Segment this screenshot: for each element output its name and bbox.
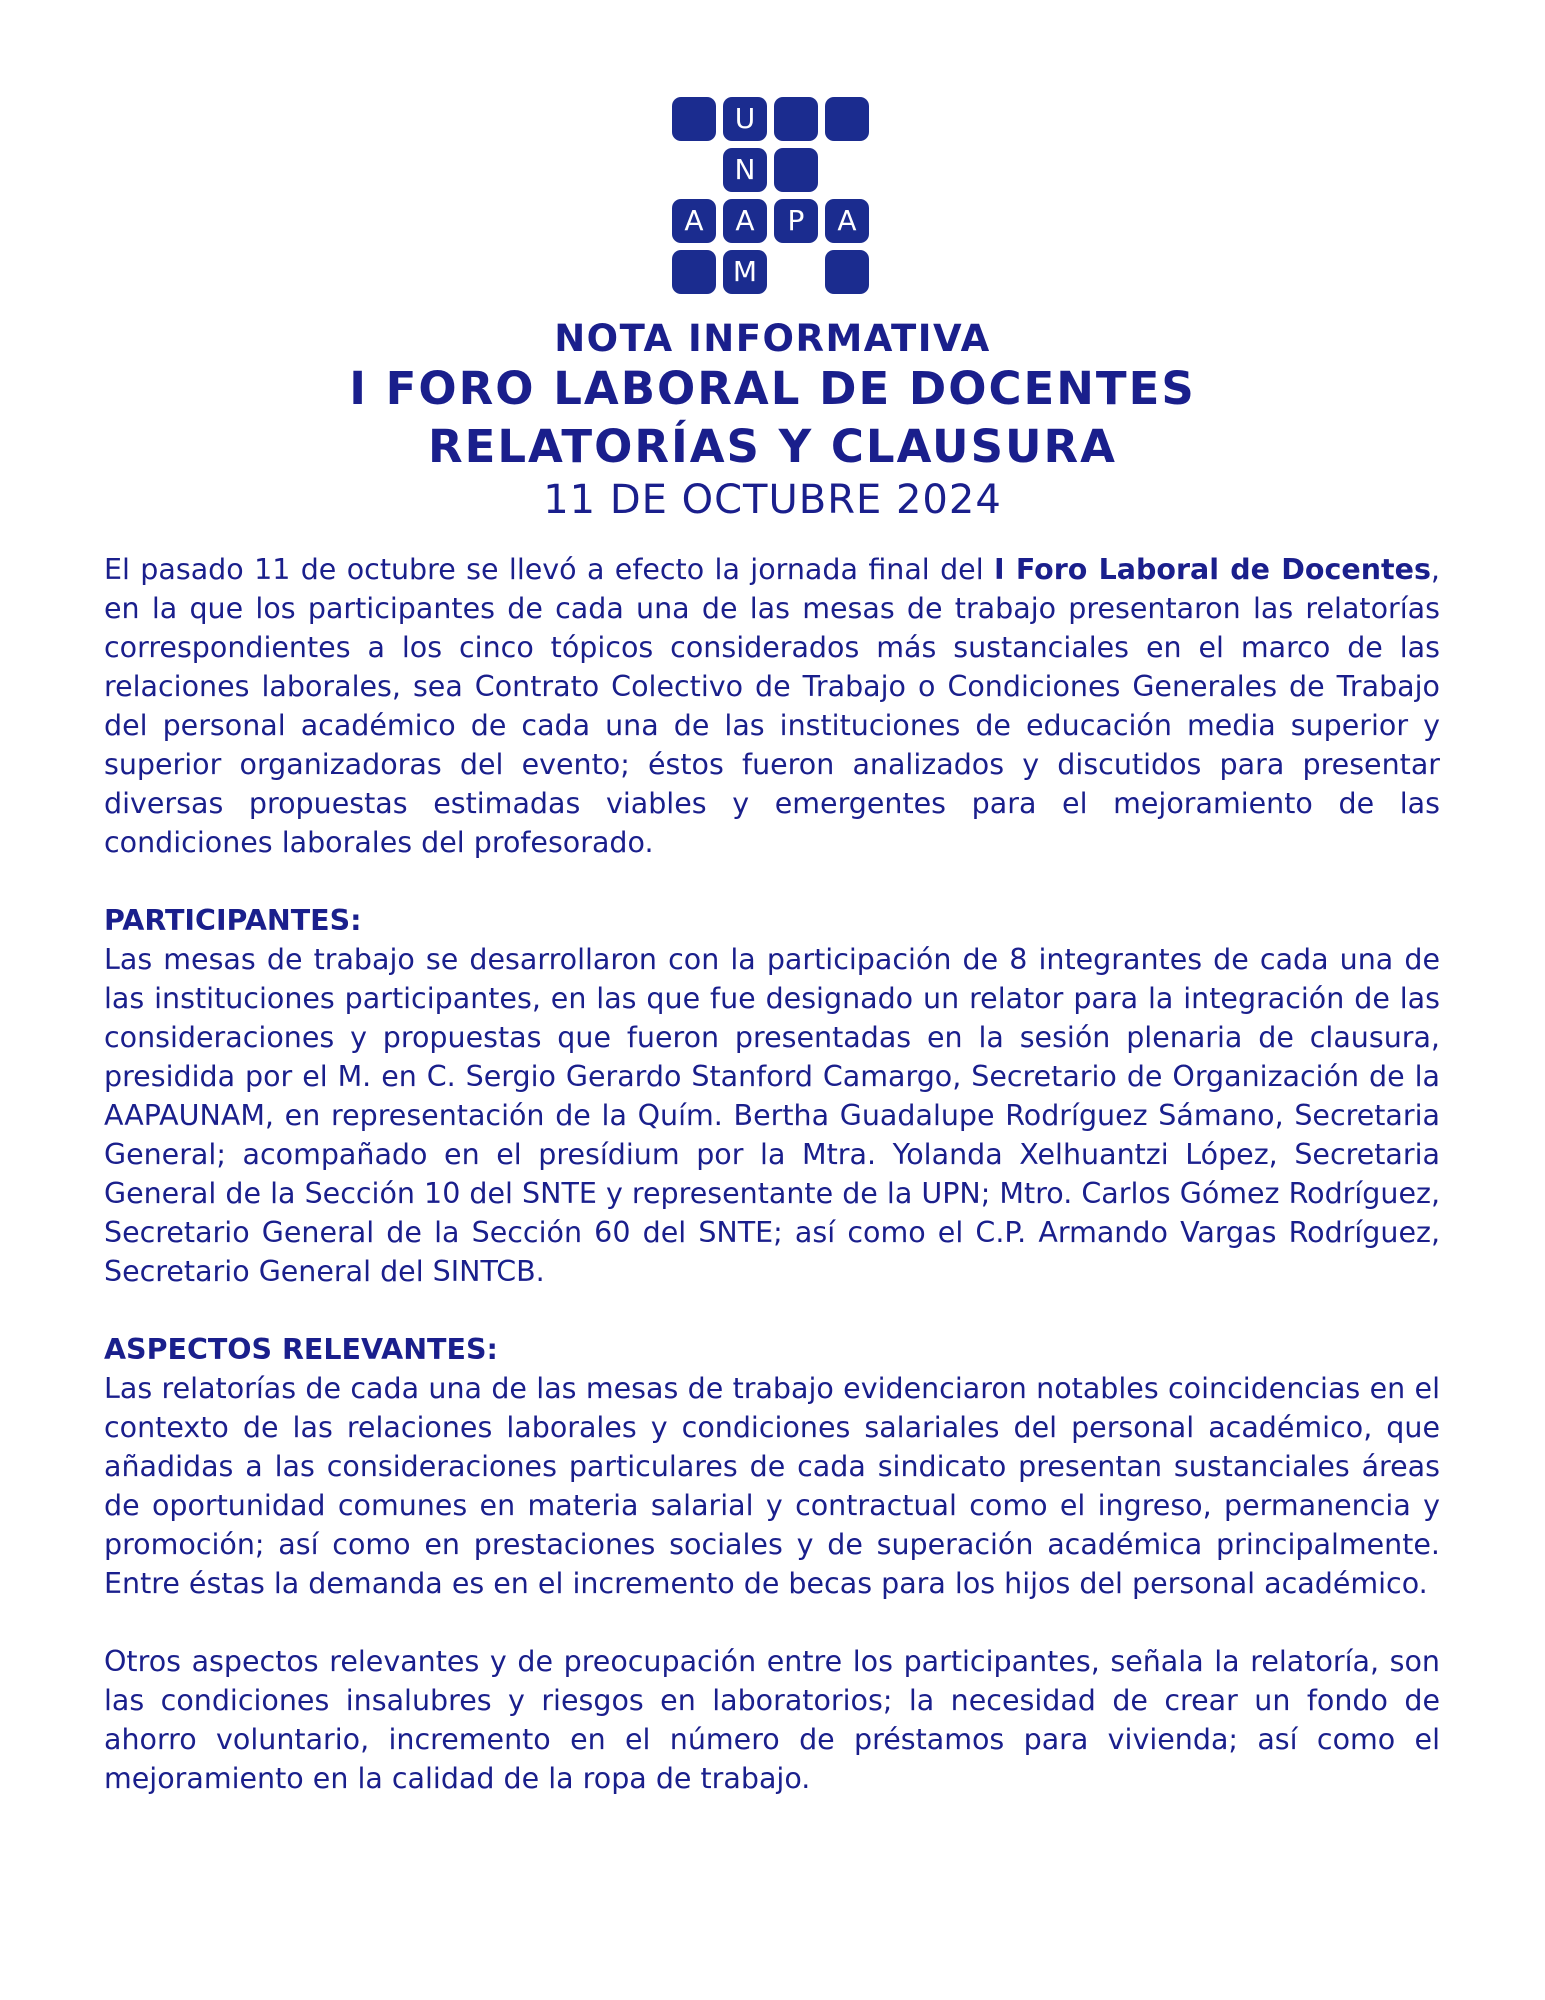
aapaunam-logo bbox=[672, 97, 872, 297]
intro-text-end: , en la que los participantes de cada una de las mesas de trabajo presentaron las relatorías correspondientes a los cinco tópicos considerados más sustanciales en el marco de las relaciones laborales, sea Contrato Colectivo de Trabajo o Condiciones Generales de Trabajo del personal académico de cada una de las instituciones de educación media superior y superior organizadoras del evento; éstos fueron analizados y discutidos para presentar diversas propuestas estimadas viables y emergentes para el mejoramiento de las condiciones laborales del profesorado. bbox=[104, 553, 1440, 859]
participantes-paragraph: Las mesas de trabajo se desarrollaron con la participación de 8 integrantes de cada una de las instituciones participantes, en las que fue designado un relator para la integración de las consideraciones y propuestas que fueron presentadas en la sesión plenaria de clausura, presidida por el M. en C. Sergio Gerardo Stanford Camargo, Secretario de Organización de la AAPAUNAM, en representación de la Quím. Bertha Guadalupe Rodríguez Sámano, Secretaria General; acompañado en el presídium por la Mtra. Yolanda Xelhuantzi López, Secretaria General de la Sección 10 del SNTE y representante de la UPN; Mtro. Carlos Gómez Rodríguez, Secretario General de la Sección 60 del SNTE; así como el C.P. Armando Vargas Rodríguez, Secretario General del SINTCB. bbox=[104, 943, 1440, 1288]
logo-square bbox=[672, 97, 716, 141]
logo-letter-a: A bbox=[723, 199, 767, 243]
intro-text-start: El pasado 11 de octubre se llevó a efecto la jornada final del bbox=[104, 553, 995, 586]
document-kicker: NOTA INFORMATIVA bbox=[554, 317, 991, 360]
forum-name: I Foro Laboral de Docentes bbox=[994, 553, 1431, 586]
intro-paragraph bbox=[104, 550, 1440, 862]
document-date: 11 DE OCTUBRE 2024 bbox=[543, 477, 1002, 523]
logo-letter-p: P bbox=[774, 199, 818, 243]
logo-letter-n: N bbox=[723, 148, 767, 192]
logo-square bbox=[672, 250, 716, 294]
logo-square bbox=[825, 250, 869, 294]
participantes-heading: PARTICIPANTES: bbox=[104, 904, 362, 937]
logo-letter-u: U bbox=[723, 97, 767, 141]
document-body bbox=[104, 550, 1440, 1798]
aspectos-heading: ASPECTOS RELEVANTES: bbox=[104, 1333, 498, 1366]
logo-square bbox=[825, 97, 869, 141]
logo-square bbox=[774, 148, 818, 192]
document-header bbox=[0, 318, 1545, 524]
logo-square bbox=[774, 97, 818, 141]
otros-aspectos-paragraph: Otros aspectos relevantes y de preocupación entre los participantes, señala la relatoría, son las condiciones insalubres y riesgos en laboratorios; la necesidad de crear un fondo de ahorro voluntario, incremento en el número de préstamos para vivienda; así como el mejoramiento en la calidad de la ropa de trabajo. bbox=[104, 1645, 1440, 1795]
aspectos-paragraph: Las relatorías de cada una de las mesas de trabajo evidenciaron notables coincidencias en el contexto de las relaciones laborales y condiciones salariales del personal académico, que añadidas a las consideraciones particulares de cada sindicato presentan sustanciales áreas de oportunidad comunes en materia salarial y contractual como el ingreso, permanencia y promoción; así como en prestaciones sociales y de superación académica principalmente. Entre éstas la demanda es en el incremento de becas para los hijos del personal académico. bbox=[104, 1372, 1440, 1600]
document-subtitle: RELATORÍAS Y CLAUSURA bbox=[427, 420, 1117, 473]
document-title: I FORO LABORAL DE DOCENTES bbox=[349, 362, 1196, 415]
logo-letter-a: A bbox=[672, 199, 716, 243]
logo-letter-m: M bbox=[723, 250, 767, 294]
logo-letter-a: A bbox=[825, 199, 869, 243]
